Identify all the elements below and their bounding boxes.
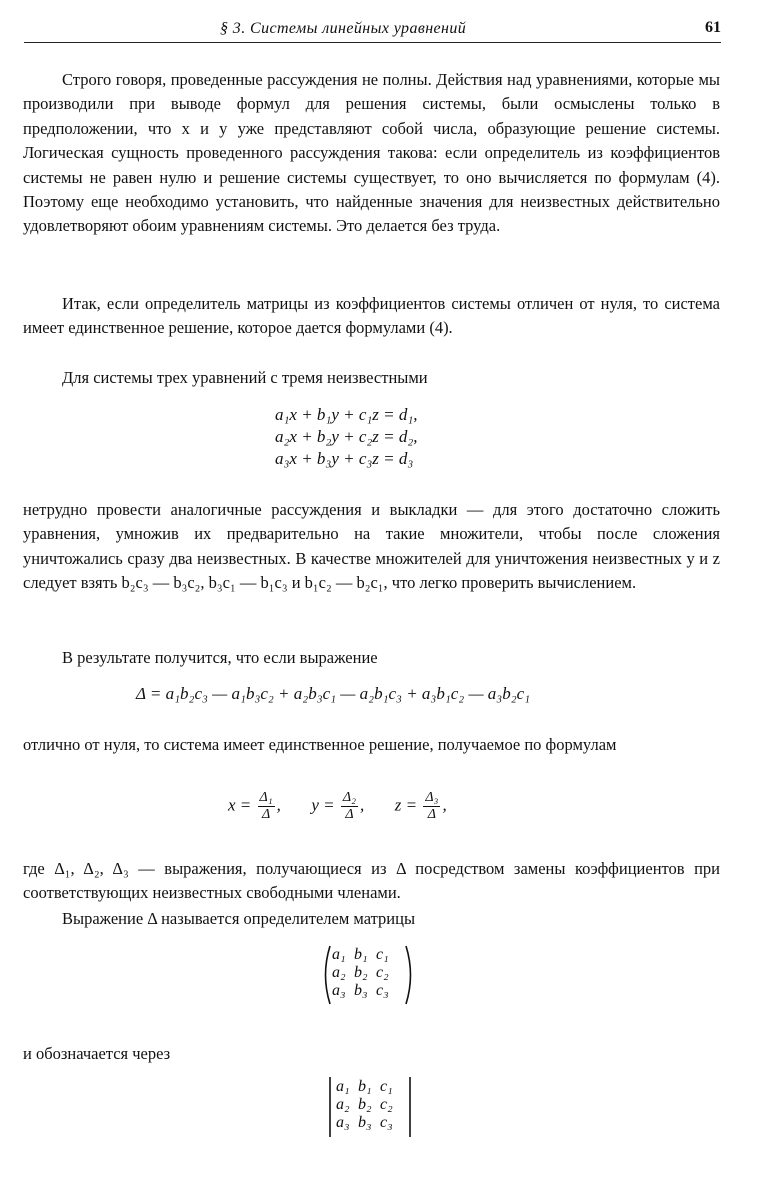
matrix-row — [332, 982, 398, 1000]
x-separator: , — [276, 795, 281, 815]
equation-row: a₂x + b₂y + c₂z = d₂, — [275, 427, 418, 446]
matrix-coefficients — [320, 944, 416, 1006]
matrix-cell: b₃ — [354, 982, 368, 999]
determinant-cell: b₁ — [358, 1078, 372, 1095]
matrix-cell: a₁ — [332, 946, 346, 963]
paragraph-notation: и обозначается через — [23, 1044, 171, 1063]
determinant-row — [336, 1096, 402, 1114]
paragraph-result: В результате получится, что если выражение — [62, 648, 378, 667]
determinant-cell: a₂ — [336, 1096, 350, 1113]
equation-row: a₁x + b₁y + c₁z = d₁, — [275, 405, 418, 424]
matrix-row — [332, 964, 398, 982]
matrix-cell: b₂ — [354, 964, 368, 981]
page-number: 61 — [705, 19, 721, 36]
z-numerator: Δ₃ — [425, 790, 439, 805]
matrix-cell: c₁ — [376, 946, 389, 963]
paragraph-three-equations: Для системы трех уравнений с тремя неизвестными — [62, 368, 428, 387]
matrix-cell: b₁ — [354, 946, 368, 963]
equation-row: a₃x + b₃y + c₃z = d₃ — [275, 449, 414, 468]
x-fraction — [258, 790, 275, 823]
paragraph-conclusion: Итак, если определитель матрицы из коэффициентов системы отличен от нуля, то система имеет единственное решение, которое дается формулами (4). — [23, 294, 720, 338]
matrix-cell: a₂ — [332, 964, 346, 981]
running-header — [24, 18, 721, 43]
equation-system — [275, 404, 418, 470]
x-numerator: Δ₁ — [259, 790, 273, 805]
determinant-cell: a₁ — [336, 1078, 350, 1095]
matrix-cell: c₃ — [376, 982, 389, 999]
determinant-cell: c₃ — [380, 1114, 393, 1131]
determinant-cell: c₁ — [380, 1078, 393, 1095]
paragraph-completeness: Строго говоря, проведенные рассуждения не полны. Действия над уравнениями, которые мы производили при выводе формул для решения системы, были осмыслены только в предположении, что x и y уже представляют собой числа, образующие решение системы. Логическая сущность проведенного рассуждения такова: если определитель из коэффициентов системы не равен нулю и решение системы существует, то оно вычисляется по формулам (4). Поэтому еще необходимо установить, что найденные значения для неизвестных действительно удовлетворяют обоим уравнениям системы. Это делается без труда. — [23, 70, 720, 236]
determinant-notation — [324, 1076, 416, 1138]
y-denominator: Δ — [345, 807, 354, 822]
x-lhs: x = — [228, 795, 252, 815]
delta-formula: Δ = a₁b₂c₃ — a₁b₃c₂ + a₂b₃c₁ — a₂b₁c₃ + a₃b₁c₂ — a₃b₂c₁ — [136, 684, 531, 703]
determinant-cell: a₃ — [336, 1114, 350, 1131]
y-separator: , — [360, 795, 365, 815]
section-title: § 3. Системы линейных уравнений — [220, 20, 467, 37]
z-fraction — [423, 790, 440, 823]
z-lhs: z = — [394, 795, 418, 815]
z-separator: , — [442, 795, 447, 815]
x-denominator: Δ — [261, 807, 271, 822]
paragraph-deltas: где Δ₁, Δ₂, Δ₃ — выражения, получающиеся из Δ посредством замены коэффициентов при соответствующих неизвестных свободными членами. — [23, 859, 720, 903]
matrix-row — [332, 946, 398, 964]
matrix-grid — [332, 946, 398, 1000]
determinant-grid — [336, 1078, 402, 1132]
determinant-row — [336, 1114, 402, 1132]
paragraph-multipliers: нетрудно провести аналогичные рассуждения и выкладки — для этого достаточно сложить уравнения, умножив их предварительно на такие множители, чтобы после сложения уничтожались сразу два неизвестных. В качестве множителей для уничтожения неизвестных y и z следует взять b₂c₃ — b₃c₂, b₃c₁ — b₁c₃ и b₁c₂ — b₂c₁, что легко проверить вычислением. — [23, 500, 720, 593]
matrix-cell: a₃ — [332, 982, 346, 999]
determinant-cell: c₂ — [380, 1096, 393, 1113]
z-denominator: Δ — [427, 807, 436, 822]
y-numerator: Δ₂ — [342, 790, 356, 805]
paragraph-unique-solution: отлично от нуля, то система имеет единственное решение, получаемое по формулам — [23, 735, 617, 754]
y-fraction — [341, 790, 358, 823]
matrix-cell: c₂ — [376, 964, 389, 981]
cramer-formulas — [228, 790, 447, 823]
determinant-cell: b₃ — [358, 1114, 372, 1131]
determinant-row — [336, 1078, 402, 1096]
paragraph-determinant-name: Выражение Δ называется определителем матрицы — [62, 909, 416, 928]
y-lhs: y = — [311, 795, 335, 815]
determinant-cell: b₂ — [358, 1096, 372, 1113]
